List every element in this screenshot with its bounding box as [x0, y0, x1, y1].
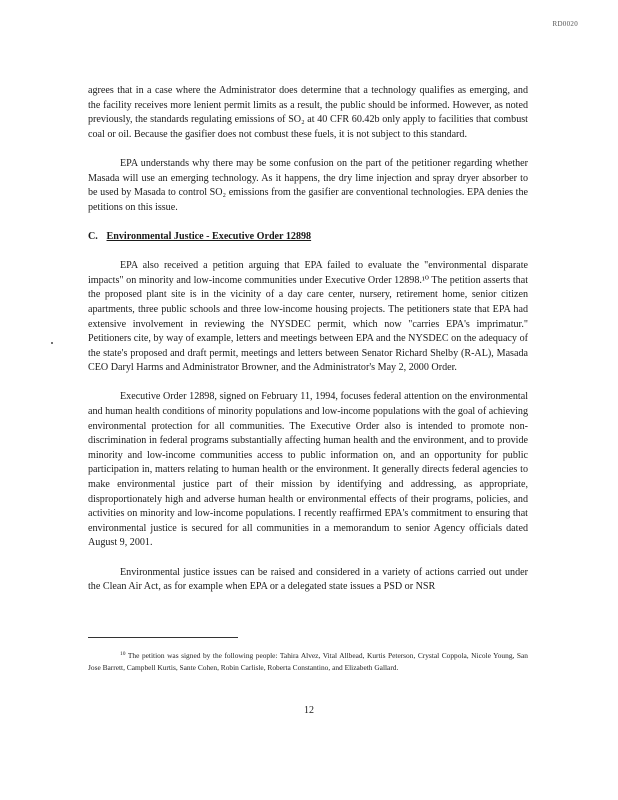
paragraph-1: agrees that in a case where the Administrator does determine that a technology qualifies as emerging, and the facility receives more lenient permit limits as a result, the public should be informed. However, as noted previously, the standards regulating emissions of SO₂ at 40 CFR 60.42b only apply to facilities that combust coal or oil. Because the gasifier does not combust these fuels, it is not subject to this standard. — [88, 85, 528, 140]
body-text — [88, 84, 528, 609]
section-title: Environmental Justice - Executive Order 12898 — [106, 230, 312, 242]
footnote: 10 The petition was signed by the following people: Tahira Alvez, Vital Allbead, Kurtis Peterson, Crystal Coppola, Nicole Young, San Jose Barrett, Campbell Kurtis, Sante Cohen, Robin Carlisle, Roberta Constantino, and Elizabeth Gallard. — [88, 650, 528, 673]
paragraph-4: Executive Order 12898, signed on February 11, 1994, focuses federal attention on the environmental and human health conditions of minority populations and low-income populations with the goal of achieving environmental protection for all communities. The Executive Order also is intended to promote non-discrimination in federal programs substantially affecting human health and the environment, and to provide minority and low-income communities access to public information on, and an opportunity for public participation in, matters relating to human health or the environment. It generally directs federal agencies to make environmental justice part of their mission by identifying and addressing, as appropriate, disproportionately high and adverse human health or environmental effects of their programs, policies, and activities on minority and low-income populations. I recently reaffirmed EPA's commitment to ensuring that environmental justice is secured for all communities in a memorandum to senior Agency officials dated August 9, 2001. — [88, 391, 528, 549]
document-code: RD0020 — [552, 20, 578, 28]
paragraph-5: Environmental justice issues can be raised and considered in a variety of actions carried out under the Clean Air Act, as for example when EPA or a delegated state issues a PSD or NSR — [88, 566, 528, 593]
footnote-text: The petition was signed by the following people: Tahira Alvez, Vital Allbead, Kurtis Peterson, Crystal Coppola, Nicole Young, San Jose Barrett, Campbell Kurtis, Sante Cohen, Robin Carlisle, Roberta Constantino, and Elizabeth Gallard. — [88, 651, 528, 673]
page-number: 12 — [304, 705, 314, 716]
footnote-divider — [88, 637, 238, 638]
margin-mark — [51, 342, 53, 344]
section-letter: C. — [88, 230, 98, 242]
paragraph-3: EPA also received a petition arguing that EPA failed to evaluate the "environmental disparate impacts" on minority and low-income communities under Executive Order 12898.¹⁰ The petition asserts that the proposed plant site is in the vicinity of a day care center, nursery, retirement home, senior citizen apartments, three public schools and three low-income housing projects. The petitioners state that EPA had extensive involvement in reviewing the NYSDEC permit, which now "carries EPA's imprimatur." Petitioners cite, by way of example, letters and meetings between EPA and the NYSDEC on the adequacy of the state's proposed and draft permit, meetings and letters between Senator Richard Shelby (R-AL), Masada CEO Daryl Harms and Administrator Browner, and the Administrator's May 2, 2000 Order. — [88, 260, 528, 374]
section-heading — [88, 230, 528, 245]
paragraph-2: EPA understands why there may be some confusion on the part of the petitioner regarding whether Masada will use an emerging technology. As it happens, the dry lime injection and spray dryer absorber to be used by Masada to control SO₂ emissions from the gasifier are conventional technologies. EPA denies the petitions on this issue. — [88, 157, 528, 213]
